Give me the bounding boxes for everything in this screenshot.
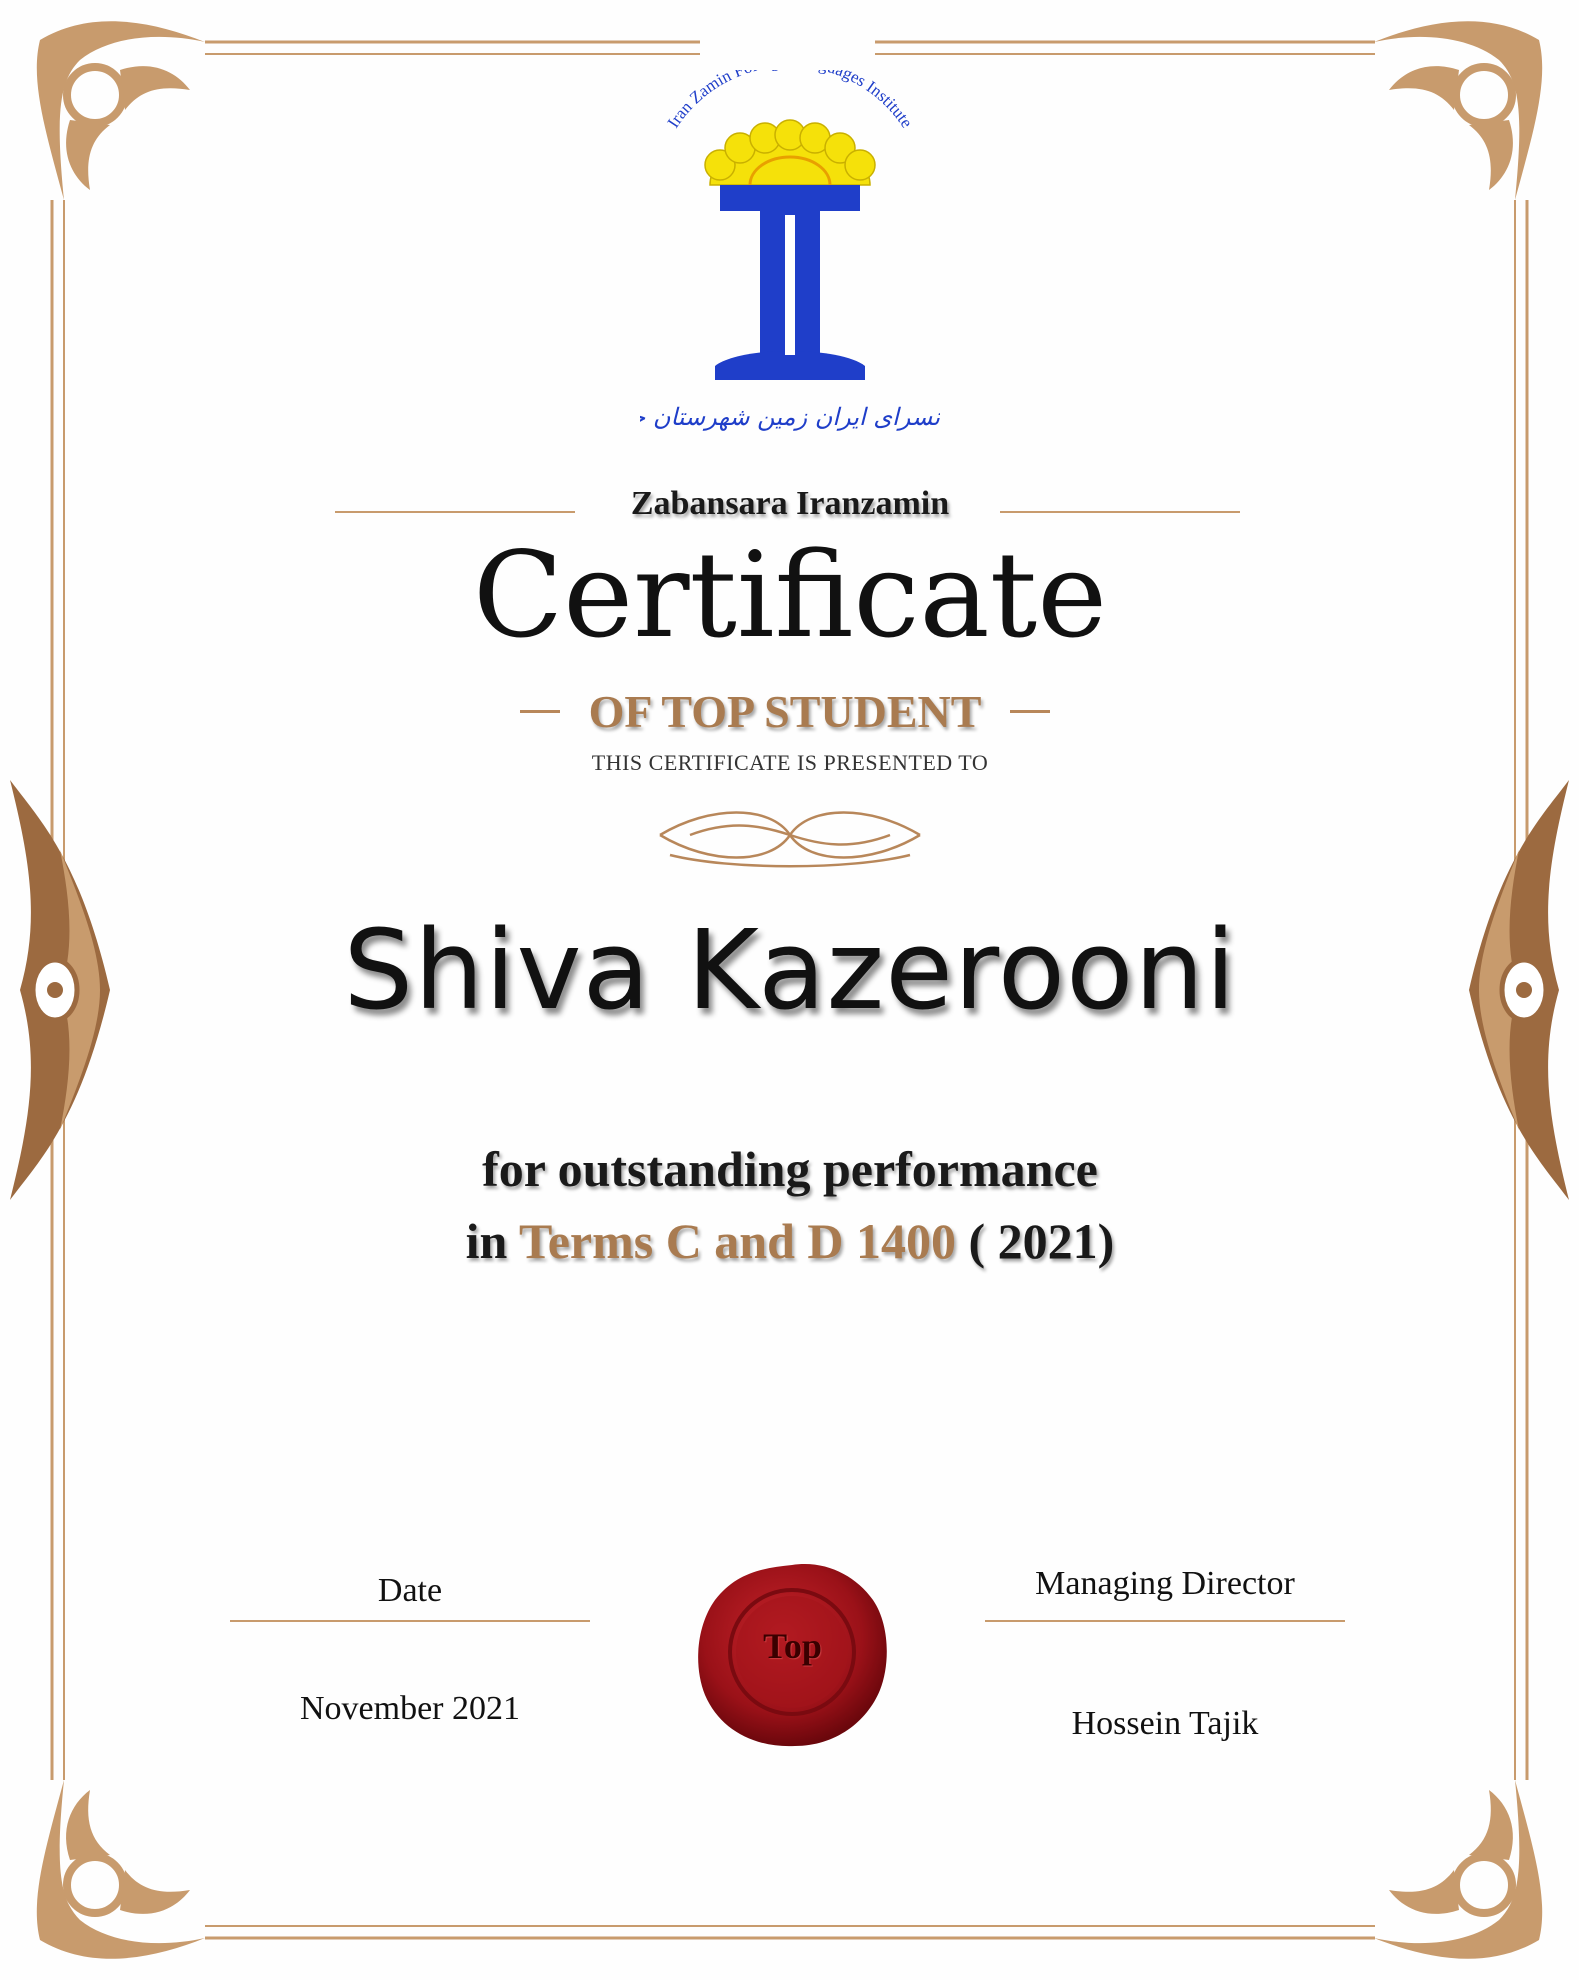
terms-line: [240, 1212, 1340, 1270]
director-line: [985, 1620, 1345, 1622]
corner-ornament-bottom-left: [37, 1780, 205, 1959]
corner-ornament-bottom-right: [1374, 1780, 1542, 1959]
director-label: Managing Director: [1035, 1565, 1295, 1602]
org-name: Zabansara Iranzamin: [630, 485, 950, 522]
date-label: Date: [377, 1572, 443, 1609]
director-name: Hossein Tajik: [1071, 1705, 1259, 1742]
side-ornament-right: [1469, 780, 1569, 1200]
performance-line: for outstanding performance: [482, 1141, 1098, 1197]
certificate-subtitle: OF TOP STUDENT: [588, 686, 982, 737]
subtitle-right-dash: [1010, 710, 1050, 713]
logo-arc-text: Iran Zamin F ages Institute: [663, 70, 917, 132]
side-ornament-left: [10, 780, 110, 1200]
logo-persian-text: نسرای ایران زمین شهرستان: [652, 403, 940, 431]
subtitle-left-dash: [520, 710, 560, 713]
corner-ornament-top-left: [37, 21, 205, 200]
date-value: November 2021: [299, 1690, 520, 1727]
terms-suffix: ( 2021): [956, 1213, 1115, 1269]
org-name-left-line: [335, 511, 575, 513]
corner-ornament-top-right: [1374, 21, 1542, 200]
org-name-right-line: [1000, 511, 1240, 513]
institute-logo: [640, 70, 940, 450]
seal-text: Top: [763, 1626, 822, 1666]
recipient-name: Shiva Kazerooni: [343, 906, 1237, 1034]
flourish-ornament: [650, 795, 930, 875]
terms-highlight: Terms C and D 1400: [518, 1213, 957, 1269]
date-line: [230, 1620, 590, 1622]
terms-prefix: in: [465, 1213, 519, 1269]
wax-seal: [695, 1560, 890, 1750]
certificate-title: Certificate: [472, 526, 1108, 664]
presented-to-text: THIS CERTIFICATE IS PRESENTED TO: [591, 750, 989, 775]
